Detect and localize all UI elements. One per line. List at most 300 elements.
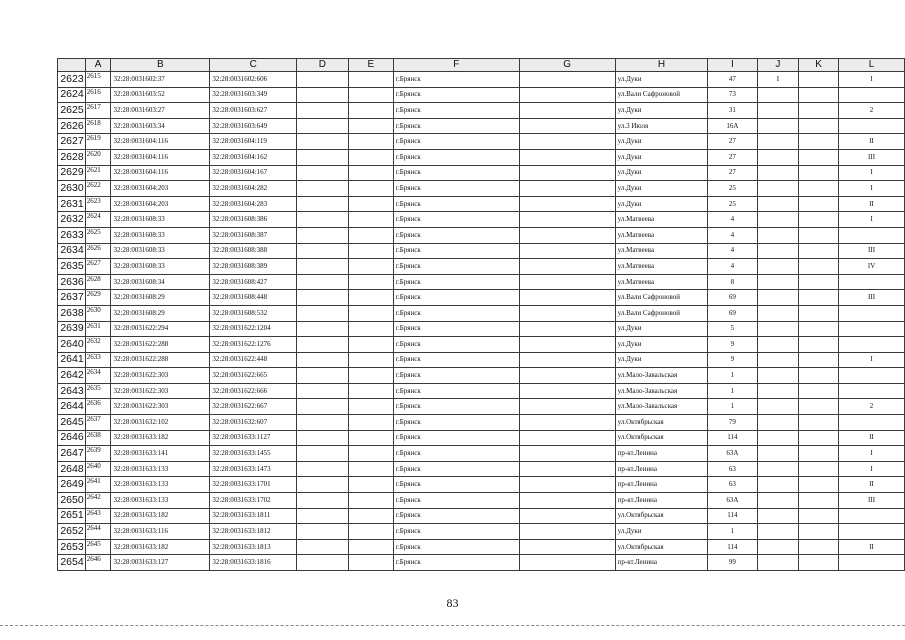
col-b-cell[interactable]: 32:28:0031633:133 bbox=[111, 461, 210, 477]
col-h-cell[interactable]: ул.Матвеева bbox=[615, 243, 708, 259]
col-l-cell[interactable] bbox=[839, 118, 905, 134]
col-d-cell[interactable] bbox=[297, 352, 349, 368]
column-header-h[interactable]: H bbox=[615, 59, 708, 72]
col-l-cell[interactable]: I bbox=[839, 461, 905, 477]
row-number[interactable]: 2627 bbox=[58, 134, 86, 150]
col-c-cell[interactable]: 32:28:0031604:282 bbox=[210, 181, 297, 197]
col-g-cell[interactable] bbox=[519, 383, 615, 399]
col-h-cell[interactable]: ул.Октябрьская bbox=[615, 415, 708, 431]
col-e-cell[interactable] bbox=[348, 493, 393, 509]
col-c-cell[interactable]: 32:28:0031622:1276 bbox=[210, 337, 297, 353]
col-e-cell[interactable] bbox=[348, 243, 393, 259]
col-f-cell[interactable]: г.Брянск bbox=[393, 181, 519, 197]
col-b-cell[interactable]: 32:28:0031622:303 bbox=[111, 383, 210, 399]
col-e-cell[interactable] bbox=[348, 305, 393, 321]
col-l-cell[interactable] bbox=[839, 321, 905, 337]
col-d-cell[interactable] bbox=[297, 337, 349, 353]
col-b-cell[interactable]: 32:28:0031622:303 bbox=[111, 399, 210, 415]
col-k-cell[interactable] bbox=[799, 227, 839, 243]
row-number[interactable]: 2631 bbox=[58, 196, 86, 212]
col-f-cell[interactable]: г.Брянск bbox=[393, 259, 519, 275]
col-d-cell[interactable] bbox=[297, 72, 349, 88]
col-k-cell[interactable] bbox=[799, 165, 839, 181]
col-l-cell[interactable] bbox=[839, 87, 905, 103]
col-e-cell[interactable] bbox=[348, 383, 393, 399]
col-g-cell[interactable] bbox=[519, 274, 615, 290]
col-a-cell[interactable]: 2627 bbox=[85, 259, 111, 275]
col-d-cell[interactable] bbox=[297, 149, 349, 165]
row-number[interactable]: 2644 bbox=[58, 399, 86, 415]
row-number[interactable]: 2641 bbox=[58, 352, 86, 368]
col-e-cell[interactable] bbox=[348, 227, 393, 243]
col-i-cell[interactable]: 27 bbox=[708, 149, 757, 165]
col-k-cell[interactable] bbox=[799, 134, 839, 150]
col-k-cell[interactable] bbox=[799, 415, 839, 431]
column-header-g[interactable]: G bbox=[519, 59, 615, 72]
col-c-cell[interactable]: 32:28:0031633:1816 bbox=[210, 555, 297, 571]
col-d-cell[interactable] bbox=[297, 399, 349, 415]
col-j-cell[interactable] bbox=[757, 352, 799, 368]
col-f-cell[interactable]: г.Брянск bbox=[393, 430, 519, 446]
col-i-cell[interactable]: 79 bbox=[708, 415, 757, 431]
col-j-cell[interactable] bbox=[757, 118, 799, 134]
col-k-cell[interactable] bbox=[799, 430, 839, 446]
col-l-cell[interactable]: II bbox=[839, 430, 905, 446]
col-b-cell[interactable]: 32:28:0031622:303 bbox=[111, 368, 210, 384]
col-d-cell[interactable] bbox=[297, 524, 349, 540]
col-k-cell[interactable] bbox=[799, 87, 839, 103]
col-h-cell[interactable]: пр-кт.Ленина bbox=[615, 446, 708, 462]
col-i-cell[interactable]: 1 bbox=[708, 399, 757, 415]
col-h-cell[interactable]: ул.Мало-Завальская bbox=[615, 368, 708, 384]
col-h-cell[interactable]: пр-кт.Ленина bbox=[615, 555, 708, 571]
col-i-cell[interactable]: 27 bbox=[708, 134, 757, 150]
row-number[interactable]: 2652 bbox=[58, 524, 86, 540]
col-h-cell[interactable]: ул.Дуки bbox=[615, 149, 708, 165]
col-a-cell[interactable]: 2637 bbox=[85, 415, 111, 431]
col-a-cell[interactable]: 2646 bbox=[85, 555, 111, 571]
col-a-cell[interactable]: 2620 bbox=[85, 149, 111, 165]
col-f-cell[interactable]: г.Брянск bbox=[393, 227, 519, 243]
col-a-cell[interactable]: 2630 bbox=[85, 305, 111, 321]
col-i-cell[interactable]: 27 bbox=[708, 165, 757, 181]
col-b-cell[interactable]: 32:28:0031622:288 bbox=[111, 337, 210, 353]
col-h-cell[interactable]: ул.Дуки bbox=[615, 524, 708, 540]
col-a-cell[interactable]: 2617 bbox=[85, 103, 111, 119]
col-l-cell[interactable]: II bbox=[839, 539, 905, 555]
col-d-cell[interactable] bbox=[297, 368, 349, 384]
col-f-cell[interactable]: г.Брянск bbox=[393, 196, 519, 212]
col-b-cell[interactable]: 32:28:0031632:102 bbox=[111, 415, 210, 431]
col-e-cell[interactable] bbox=[348, 508, 393, 524]
col-k-cell[interactable] bbox=[799, 555, 839, 571]
col-g-cell[interactable] bbox=[519, 508, 615, 524]
col-j-cell[interactable] bbox=[757, 274, 799, 290]
col-e-cell[interactable] bbox=[348, 165, 393, 181]
col-c-cell[interactable]: 32:28:0031608:386 bbox=[210, 212, 297, 228]
col-c-cell[interactable]: 32:28:0031622:1204 bbox=[210, 321, 297, 337]
col-e-cell[interactable] bbox=[348, 134, 393, 150]
col-e-cell[interactable] bbox=[348, 524, 393, 540]
col-c-cell[interactable]: 32:28:0031633:1701 bbox=[210, 477, 297, 493]
column-header-i[interactable]: I bbox=[708, 59, 757, 72]
row-number[interactable]: 2626 bbox=[58, 118, 86, 134]
col-a-cell[interactable]: 2643 bbox=[85, 508, 111, 524]
col-a-cell[interactable]: 2622 bbox=[85, 181, 111, 197]
col-b-cell[interactable]: 32:28:0031633:127 bbox=[111, 555, 210, 571]
col-k-cell[interactable] bbox=[799, 524, 839, 540]
col-j-cell[interactable] bbox=[757, 383, 799, 399]
col-k-cell[interactable] bbox=[799, 290, 839, 306]
col-j-cell[interactable] bbox=[757, 87, 799, 103]
col-h-cell[interactable]: ул.Дуки bbox=[615, 72, 708, 88]
row-number[interactable]: 2654 bbox=[58, 555, 86, 571]
col-c-cell[interactable]: 32:28:0031633:1127 bbox=[210, 430, 297, 446]
col-b-cell[interactable]: 32:28:0031604:116 bbox=[111, 134, 210, 150]
col-g-cell[interactable] bbox=[519, 212, 615, 228]
col-j-cell[interactable] bbox=[757, 337, 799, 353]
col-b-cell[interactable]: 32:28:0031633:141 bbox=[111, 446, 210, 462]
col-b-cell[interactable]: 32:28:0031633:182 bbox=[111, 539, 210, 555]
col-h-cell[interactable]: ул.Мало-Завальская bbox=[615, 383, 708, 399]
col-h-cell[interactable]: ул.Вали Сафроновой bbox=[615, 305, 708, 321]
row-number[interactable]: 2642 bbox=[58, 368, 86, 384]
col-a-cell[interactable]: 2645 bbox=[85, 539, 111, 555]
col-g-cell[interactable] bbox=[519, 368, 615, 384]
col-e-cell[interactable] bbox=[348, 196, 393, 212]
col-g-cell[interactable] bbox=[519, 337, 615, 353]
col-j-cell[interactable] bbox=[757, 165, 799, 181]
col-h-cell[interactable]: ул.Дуки bbox=[615, 181, 708, 197]
col-e-cell[interactable] bbox=[348, 212, 393, 228]
col-k-cell[interactable] bbox=[799, 399, 839, 415]
col-l-cell[interactable] bbox=[839, 415, 905, 431]
col-d-cell[interactable] bbox=[297, 539, 349, 555]
col-b-cell[interactable]: 32:28:0031608:33 bbox=[111, 212, 210, 228]
col-i-cell[interactable]: 25 bbox=[708, 196, 757, 212]
row-number[interactable]: 2628 bbox=[58, 149, 86, 165]
col-c-cell[interactable]: 32:28:0031633:1455 bbox=[210, 446, 297, 462]
col-b-cell[interactable]: 32:28:0031608:29 bbox=[111, 290, 210, 306]
column-header-c[interactable]: C bbox=[210, 59, 297, 72]
col-i-cell[interactable]: 69 bbox=[708, 290, 757, 306]
col-d-cell[interactable] bbox=[297, 461, 349, 477]
col-f-cell[interactable]: г.Брянск bbox=[393, 493, 519, 509]
col-g-cell[interactable] bbox=[519, 430, 615, 446]
col-l-cell[interactable] bbox=[839, 524, 905, 540]
col-k-cell[interactable] bbox=[799, 477, 839, 493]
col-f-cell[interactable]: г.Брянск bbox=[393, 87, 519, 103]
row-number[interactable]: 2647 bbox=[58, 446, 86, 462]
col-c-cell[interactable]: 32:28:0031633:1813 bbox=[210, 539, 297, 555]
col-b-cell[interactable]: 32:28:0031608:33 bbox=[111, 243, 210, 259]
col-f-cell[interactable]: г.Брянск bbox=[393, 72, 519, 88]
col-a-cell[interactable]: 2635 bbox=[85, 383, 111, 399]
col-f-cell[interactable]: г.Брянск bbox=[393, 383, 519, 399]
col-a-cell[interactable]: 2628 bbox=[85, 274, 111, 290]
col-d-cell[interactable] bbox=[297, 415, 349, 431]
col-l-cell[interactable]: III bbox=[839, 290, 905, 306]
col-i-cell[interactable]: 5 bbox=[708, 321, 757, 337]
col-i-cell[interactable]: 4 bbox=[708, 212, 757, 228]
col-f-cell[interactable]: г.Брянск bbox=[393, 243, 519, 259]
col-d-cell[interactable] bbox=[297, 118, 349, 134]
column-header-e[interactable]: E bbox=[348, 59, 393, 72]
col-k-cell[interactable] bbox=[799, 274, 839, 290]
col-f-cell[interactable]: г.Брянск bbox=[393, 212, 519, 228]
col-k-cell[interactable] bbox=[799, 337, 839, 353]
col-g-cell[interactable] bbox=[519, 305, 615, 321]
col-j-cell[interactable] bbox=[757, 134, 799, 150]
col-h-cell[interactable]: ул.Октябрьская bbox=[615, 430, 708, 446]
col-i-cell[interactable]: 73 bbox=[708, 87, 757, 103]
row-number[interactable]: 2637 bbox=[58, 290, 86, 306]
col-c-cell[interactable]: 32:28:0031604:167 bbox=[210, 165, 297, 181]
col-i-cell[interactable]: 63А bbox=[708, 446, 757, 462]
col-i-cell[interactable]: 31 bbox=[708, 103, 757, 119]
col-d-cell[interactable] bbox=[297, 243, 349, 259]
col-j-cell[interactable] bbox=[757, 196, 799, 212]
col-a-cell[interactable]: 2626 bbox=[85, 243, 111, 259]
col-j-cell[interactable] bbox=[757, 259, 799, 275]
col-g-cell[interactable] bbox=[519, 181, 615, 197]
col-b-cell[interactable]: 32:28:0031608:34 bbox=[111, 274, 210, 290]
col-j-cell[interactable] bbox=[757, 399, 799, 415]
col-i-cell[interactable]: 1 bbox=[708, 524, 757, 540]
col-e-cell[interactable] bbox=[348, 87, 393, 103]
col-d-cell[interactable] bbox=[297, 259, 349, 275]
col-b-cell[interactable]: 32:28:0031608:29 bbox=[111, 305, 210, 321]
col-b-cell[interactable]: 32:28:0031604:116 bbox=[111, 149, 210, 165]
col-k-cell[interactable] bbox=[799, 181, 839, 197]
col-h-cell[interactable]: ул.Октябрьская bbox=[615, 508, 708, 524]
col-a-cell[interactable]: 2633 bbox=[85, 352, 111, 368]
col-a-cell[interactable]: 2640 bbox=[85, 461, 111, 477]
col-j-cell[interactable] bbox=[757, 290, 799, 306]
row-number[interactable]: 2650 bbox=[58, 493, 86, 509]
col-l-cell[interactable]: IV bbox=[839, 259, 905, 275]
col-b-cell[interactable]: 32:28:0031633:182 bbox=[111, 508, 210, 524]
col-b-cell[interactable]: 32:28:0031633:116 bbox=[111, 524, 210, 540]
col-e-cell[interactable] bbox=[348, 149, 393, 165]
col-g-cell[interactable] bbox=[519, 415, 615, 431]
col-d-cell[interactable] bbox=[297, 181, 349, 197]
col-i-cell[interactable]: 114 bbox=[708, 508, 757, 524]
col-h-cell[interactable]: ул.Дуки bbox=[615, 134, 708, 150]
col-h-cell[interactable]: ул.Дуки bbox=[615, 165, 708, 181]
col-k-cell[interactable] bbox=[799, 508, 839, 524]
row-number[interactable]: 2636 bbox=[58, 274, 86, 290]
col-h-cell[interactable]: ул.Мало-Завальская bbox=[615, 399, 708, 415]
col-d-cell[interactable] bbox=[297, 274, 349, 290]
col-i-cell[interactable]: 47 bbox=[708, 72, 757, 88]
col-a-cell[interactable]: 2631 bbox=[85, 321, 111, 337]
col-g-cell[interactable] bbox=[519, 352, 615, 368]
col-j-cell[interactable] bbox=[757, 508, 799, 524]
col-a-cell[interactable]: 2642 bbox=[85, 493, 111, 509]
col-f-cell[interactable]: г.Брянск bbox=[393, 368, 519, 384]
col-j-cell[interactable] bbox=[757, 212, 799, 228]
col-c-cell[interactable]: 32:28:0031608:532 bbox=[210, 305, 297, 321]
col-e-cell[interactable] bbox=[348, 337, 393, 353]
col-c-cell[interactable]: 32:28:0031602:606 bbox=[210, 72, 297, 88]
column-header-k[interactable]: K bbox=[799, 59, 839, 72]
col-h-cell[interactable]: ул.Матвеева bbox=[615, 274, 708, 290]
col-h-cell[interactable]: пр-кт.Ленина bbox=[615, 477, 708, 493]
col-h-cell[interactable]: ул.Матвеева bbox=[615, 259, 708, 275]
col-g-cell[interactable] bbox=[519, 477, 615, 493]
col-i-cell[interactable]: 63А bbox=[708, 493, 757, 509]
col-k-cell[interactable] bbox=[799, 149, 839, 165]
col-l-cell[interactable] bbox=[839, 368, 905, 384]
col-h-cell[interactable]: ул.Дуки bbox=[615, 337, 708, 353]
col-i-cell[interactable]: 9 bbox=[708, 337, 757, 353]
col-b-cell[interactable]: 32:28:0031622:294 bbox=[111, 321, 210, 337]
col-g-cell[interactable] bbox=[519, 290, 615, 306]
col-d-cell[interactable] bbox=[297, 196, 349, 212]
col-g-cell[interactable] bbox=[519, 493, 615, 509]
col-g-cell[interactable] bbox=[519, 321, 615, 337]
col-l-cell[interactable] bbox=[839, 555, 905, 571]
col-h-cell[interactable]: ул.Матвеева bbox=[615, 227, 708, 243]
col-e-cell[interactable] bbox=[348, 274, 393, 290]
col-c-cell[interactable]: 32:28:0031633:1473 bbox=[210, 461, 297, 477]
col-l-cell[interactable]: II bbox=[839, 134, 905, 150]
col-e-cell[interactable] bbox=[348, 461, 393, 477]
col-k-cell[interactable] bbox=[799, 446, 839, 462]
col-k-cell[interactable] bbox=[799, 196, 839, 212]
col-j-cell[interactable] bbox=[757, 181, 799, 197]
col-k-cell[interactable] bbox=[799, 72, 839, 88]
col-l-cell[interactable]: I bbox=[839, 165, 905, 181]
col-a-cell[interactable]: 2634 bbox=[85, 368, 111, 384]
col-g-cell[interactable] bbox=[519, 227, 615, 243]
col-c-cell[interactable]: 32:28:0031633:1702 bbox=[210, 493, 297, 509]
col-d-cell[interactable] bbox=[297, 103, 349, 119]
col-d-cell[interactable] bbox=[297, 446, 349, 462]
col-h-cell[interactable]: ул.3 Июля bbox=[615, 118, 708, 134]
col-k-cell[interactable] bbox=[799, 321, 839, 337]
row-number[interactable]: 2645 bbox=[58, 415, 86, 431]
col-i-cell[interactable]: 4 bbox=[708, 243, 757, 259]
col-i-cell[interactable]: 63 bbox=[708, 477, 757, 493]
col-k-cell[interactable] bbox=[799, 212, 839, 228]
col-l-cell[interactable] bbox=[839, 305, 905, 321]
col-b-cell[interactable]: 32:28:0031633:182 bbox=[111, 430, 210, 446]
col-c-cell[interactable]: 32:28:0031604:283 bbox=[210, 196, 297, 212]
col-e-cell[interactable] bbox=[348, 181, 393, 197]
col-k-cell[interactable] bbox=[799, 493, 839, 509]
col-d-cell[interactable] bbox=[297, 305, 349, 321]
col-b-cell[interactable]: 32:28:0031622:288 bbox=[111, 352, 210, 368]
col-l-cell[interactable]: I bbox=[839, 212, 905, 228]
col-j-cell[interactable] bbox=[757, 227, 799, 243]
col-c-cell[interactable]: 32:28:0031632:607 bbox=[210, 415, 297, 431]
col-j-cell[interactable] bbox=[757, 477, 799, 493]
col-a-cell[interactable]: 2641 bbox=[85, 477, 111, 493]
col-j-cell[interactable] bbox=[757, 555, 799, 571]
col-a-cell[interactable]: 2618 bbox=[85, 118, 111, 134]
col-k-cell[interactable] bbox=[799, 383, 839, 399]
col-c-cell[interactable]: 32:28:0031608:389 bbox=[210, 259, 297, 275]
col-l-cell[interactable] bbox=[839, 383, 905, 399]
row-number[interactable]: 2634 bbox=[58, 243, 86, 259]
col-e-cell[interactable] bbox=[348, 415, 393, 431]
col-c-cell[interactable]: 32:28:0031622:667 bbox=[210, 399, 297, 415]
col-a-cell[interactable]: 2625 bbox=[85, 227, 111, 243]
col-c-cell[interactable]: 32:28:0031622:448 bbox=[210, 352, 297, 368]
col-i-cell[interactable]: 4 bbox=[708, 227, 757, 243]
col-a-cell[interactable]: 2619 bbox=[85, 134, 111, 150]
col-l-cell[interactable] bbox=[839, 337, 905, 353]
col-b-cell[interactable]: 32:28:0031602:37 bbox=[111, 72, 210, 88]
col-f-cell[interactable]: г.Брянск bbox=[393, 477, 519, 493]
col-l-cell[interactable] bbox=[839, 274, 905, 290]
col-j-cell[interactable] bbox=[757, 149, 799, 165]
col-j-cell[interactable] bbox=[757, 243, 799, 259]
col-f-cell[interactable]: г.Брянск bbox=[393, 415, 519, 431]
col-i-cell[interactable]: 25 bbox=[708, 181, 757, 197]
col-d-cell[interactable] bbox=[297, 165, 349, 181]
col-f-cell[interactable]: г.Брянск bbox=[393, 274, 519, 290]
col-f-cell[interactable]: г.Брянск bbox=[393, 103, 519, 119]
column-header-l[interactable]: L bbox=[839, 59, 905, 72]
col-j-cell[interactable] bbox=[757, 430, 799, 446]
col-a-cell[interactable]: 2623 bbox=[85, 196, 111, 212]
col-d-cell[interactable] bbox=[297, 212, 349, 228]
row-number[interactable]: 2629 bbox=[58, 165, 86, 181]
col-h-cell[interactable]: ул.Дуки bbox=[615, 103, 708, 119]
col-f-cell[interactable]: г.Брянск bbox=[393, 524, 519, 540]
row-number[interactable]: 2625 bbox=[58, 103, 86, 119]
col-d-cell[interactable] bbox=[297, 87, 349, 103]
col-i-cell[interactable]: 114 bbox=[708, 430, 757, 446]
col-f-cell[interactable]: г.Брянск bbox=[393, 352, 519, 368]
col-b-cell[interactable]: 32:28:0031608:33 bbox=[111, 227, 210, 243]
col-f-cell[interactable]: г.Брянск bbox=[393, 290, 519, 306]
col-e-cell[interactable] bbox=[348, 72, 393, 88]
col-i-cell[interactable]: 9 bbox=[708, 352, 757, 368]
col-e-cell[interactable] bbox=[348, 259, 393, 275]
col-e-cell[interactable] bbox=[348, 539, 393, 555]
col-i-cell[interactable]: 1 bbox=[708, 383, 757, 399]
col-g-cell[interactable] bbox=[519, 259, 615, 275]
col-a-cell[interactable]: 2639 bbox=[85, 446, 111, 462]
col-l-cell[interactable]: III bbox=[839, 243, 905, 259]
row-number[interactable]: 2624 bbox=[58, 87, 86, 103]
row-number[interactable]: 2643 bbox=[58, 383, 86, 399]
col-a-cell[interactable]: 2629 bbox=[85, 290, 111, 306]
column-header-a[interactable]: A bbox=[85, 59, 111, 72]
col-j-cell[interactable] bbox=[757, 103, 799, 119]
col-d-cell[interactable] bbox=[297, 493, 349, 509]
col-e-cell[interactable] bbox=[348, 399, 393, 415]
col-j-cell[interactable] bbox=[757, 493, 799, 509]
col-g-cell[interactable] bbox=[519, 87, 615, 103]
col-c-cell[interactable]: 32:28:0031603:649 bbox=[210, 118, 297, 134]
col-b-cell[interactable]: 32:28:0031604:116 bbox=[111, 165, 210, 181]
col-b-cell[interactable]: 32:28:0031603:27 bbox=[111, 103, 210, 119]
col-a-cell[interactable]: 2644 bbox=[85, 524, 111, 540]
col-j-cell[interactable] bbox=[757, 539, 799, 555]
col-k-cell[interactable] bbox=[799, 461, 839, 477]
col-c-cell[interactable]: 32:28:0031608:388 bbox=[210, 243, 297, 259]
col-f-cell[interactable]: г.Брянск bbox=[393, 337, 519, 353]
col-i-cell[interactable]: 63 bbox=[708, 461, 757, 477]
col-l-cell[interactable]: 2 bbox=[839, 399, 905, 415]
col-j-cell[interactable] bbox=[757, 446, 799, 462]
col-b-cell[interactable]: 32:28:0031603:52 bbox=[111, 87, 210, 103]
